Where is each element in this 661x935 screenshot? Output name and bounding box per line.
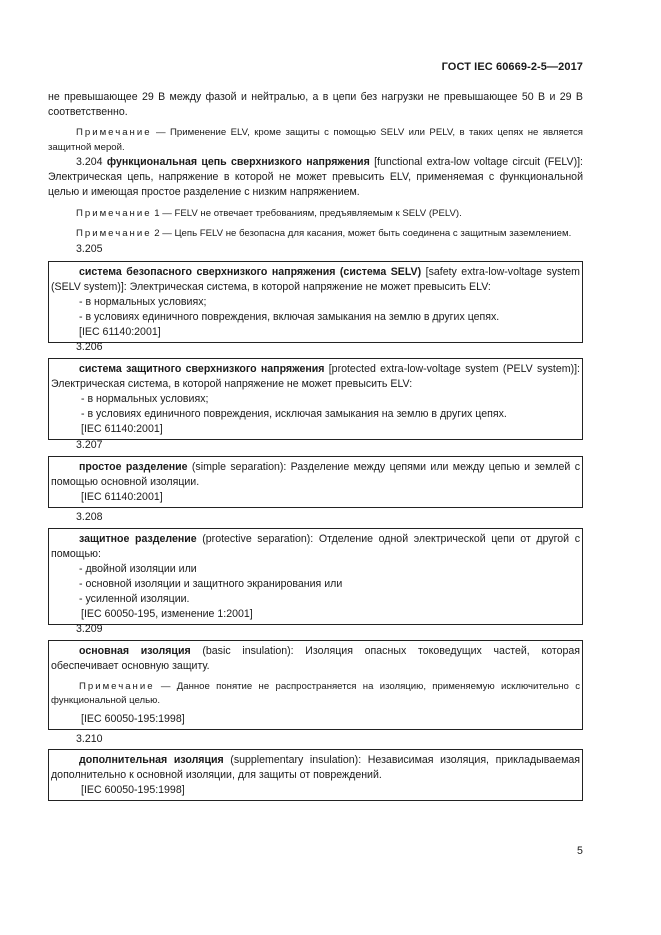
definition-text: [protected extra-low-voltage system (PELV system)]: Электрическая система, в которой напряжение не может превысить ELV: bbox=[51, 363, 581, 390]
term: система безопасного сверхнизкого напряжения (система SELV) bbox=[79, 266, 422, 278]
note-2 bbox=[48, 226, 583, 241]
definition-3-208 bbox=[51, 532, 580, 562]
section-3-204 bbox=[48, 155, 583, 241]
definition-box-3-207 bbox=[48, 456, 583, 508]
list-item: - в нормальных условиях; bbox=[79, 296, 207, 308]
term: дополнительная изоляция bbox=[79, 754, 224, 766]
clause-number-3-206: 3.206 bbox=[76, 341, 103, 353]
note-label: Примечание bbox=[79, 681, 155, 692]
note-text: — Применение ELV, кроме защиты с помощью SELV или PELV, в таких цепях не является защитной мерой. bbox=[48, 127, 583, 153]
note-text: — Данное понятие не распространяется на изоляцию, применяемую исключительно с функциональной целью. bbox=[51, 681, 580, 706]
clause-number-3-208: 3.208 bbox=[76, 511, 103, 523]
definition-3-206 bbox=[51, 362, 580, 392]
page-number: 5 bbox=[577, 845, 583, 857]
definition-text: [functional extra-low voltage circuit (FELV)]: Электрическая цепь, напряжение в которой не может превысить ELV, применяемая с функциональной целью и имеющая простое разделение с низким напряжением. bbox=[48, 156, 584, 198]
definition-box-3-205 bbox=[48, 261, 583, 343]
clause-number-3-210: 3.210 bbox=[76, 733, 103, 745]
note-text: 2 — Цепь FELV не безопасна для касания, может быть соединена с защитным заземлением. bbox=[151, 228, 572, 239]
intro-text: не превышающее 29 В между фазой и нейтралью, а в цепи без нагрузки не превышающее 50 В и 29 В соответственно. bbox=[48, 91, 583, 118]
reference: [IEC 60050-195:1998] bbox=[81, 784, 185, 796]
list-item: - в условиях единичного повреждения, исключая замыкания на землю в других цепях. bbox=[81, 408, 507, 420]
clause-number-3-209: 3.209 bbox=[76, 623, 103, 635]
note-text: 1 — FELV не отвечает требованиям, предъявляемым к SELV (PELV). bbox=[151, 208, 462, 219]
reference: [IEC 61140:2001] bbox=[79, 326, 161, 338]
definition-text: (supplementary insulation): Независимая изоляция, прикладываемая дополнительно к основной изоляции, для защиты от повреждений. bbox=[51, 754, 580, 781]
term: простое разделение bbox=[79, 461, 188, 473]
list-item: - в условиях единичного повреждения, включая замыкания на землю в других цепях. bbox=[79, 311, 500, 323]
term: защитное разделение bbox=[79, 533, 197, 545]
definition-text: (simple separation): Разделение между цепями или между цепью и землей с помощью основной изоляции. bbox=[51, 461, 580, 488]
note-label: Примечание bbox=[76, 228, 152, 239]
list-item: - в нормальных условиях; bbox=[81, 393, 209, 405]
definition-box-3-206 bbox=[48, 358, 583, 440]
list-item: - основной изоляции и защитного экранирования или bbox=[79, 578, 343, 590]
clause-number: 3.204 bbox=[76, 156, 103, 168]
term: функциональная цепь сверхнизкого напряжения bbox=[106, 156, 370, 168]
definition-text: (protective separation): Отделение одной электрической цепи от другой с помощью: bbox=[51, 533, 580, 560]
definition-text: [safety extra-low-voltage system (SELV system)]: Электрическая система, в которой напряжение не может превысить ELV: bbox=[51, 266, 580, 293]
definition-box-3-208 bbox=[48, 528, 583, 625]
note-1 bbox=[48, 206, 583, 221]
term: основная изоляция bbox=[79, 645, 191, 657]
definition-box-3-210 bbox=[48, 749, 583, 801]
note-label: Примечание bbox=[76, 208, 152, 219]
list-item: - двойной изоляции или bbox=[79, 563, 197, 575]
standard-code: ГОСТ IEC 60669-2-5—2017 bbox=[441, 61, 583, 73]
definition-3-207 bbox=[51, 460, 580, 490]
intro-note bbox=[48, 125, 583, 155]
reference: [IEC 61140:2001] bbox=[81, 423, 163, 435]
reference: [IEC 60050-195, изменение 1:2001] bbox=[81, 608, 253, 620]
clause-number-3-205: 3.205 bbox=[76, 243, 103, 255]
intro-block bbox=[48, 90, 583, 155]
note-label: Примечание bbox=[76, 127, 152, 138]
list-item: - усиленной изоляции. bbox=[79, 593, 190, 605]
term: система защитного сверхнизкого напряжения bbox=[79, 363, 325, 375]
reference: [IEC 61140:2001] bbox=[81, 491, 163, 503]
definition-3-209 bbox=[51, 644, 580, 674]
clause-number-3-207: 3.207 bbox=[76, 439, 103, 451]
definition-3-204 bbox=[48, 155, 583, 200]
reference: [IEC 60050-195:1998] bbox=[81, 713, 185, 725]
note bbox=[51, 680, 580, 708]
definition-text: (basic insulation): Изоляция опасных токоведущих частей, которая обеспечивает основную защиту. bbox=[51, 645, 581, 672]
definition-box-3-209 bbox=[48, 640, 583, 730]
definition-3-205 bbox=[51, 265, 580, 295]
definition-3-210 bbox=[51, 753, 580, 783]
